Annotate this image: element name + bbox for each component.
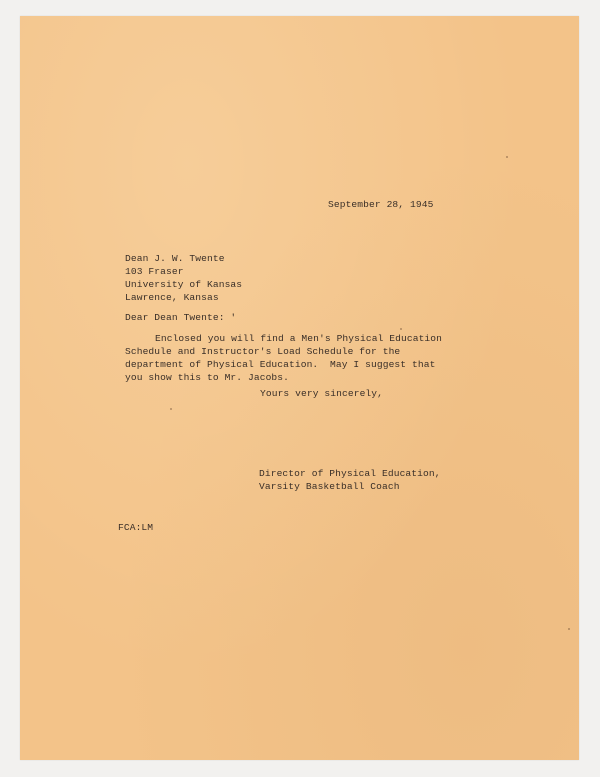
paper-speck <box>400 328 402 330</box>
paper-speck <box>170 408 172 410</box>
body-line: you show this to Mr. Jacobs. <box>125 372 290 383</box>
typist-initials: FCA:LM <box>118 522 154 533</box>
letter-paper <box>20 16 579 760</box>
recipient-address-line: University of Kansas <box>125 279 243 290</box>
paper-speck <box>506 156 508 158</box>
recipient-address-line: Lawrence, Kansas <box>125 292 219 303</box>
signature-title: Director of Physical Education, <box>259 468 441 479</box>
paper-speck <box>568 628 570 630</box>
letter-date: September 28, 1945 <box>328 199 434 210</box>
body-line: department of Physical Education. May I suggest that <box>125 359 436 370</box>
signature-title: Varsity Basketball Coach <box>259 481 400 492</box>
body-line: Enclosed you will find a Men's Physical Education <box>155 333 443 344</box>
salutation: Dear Dean Twente: ' <box>125 312 237 323</box>
body-line: Schedule and Instructor's Load Schedule for the <box>125 346 401 357</box>
recipient-address-line: 103 Fraser <box>125 266 184 277</box>
recipient-name: Dean J. W. Twente <box>125 253 225 264</box>
closing: Yours very sincerely, <box>260 388 384 399</box>
